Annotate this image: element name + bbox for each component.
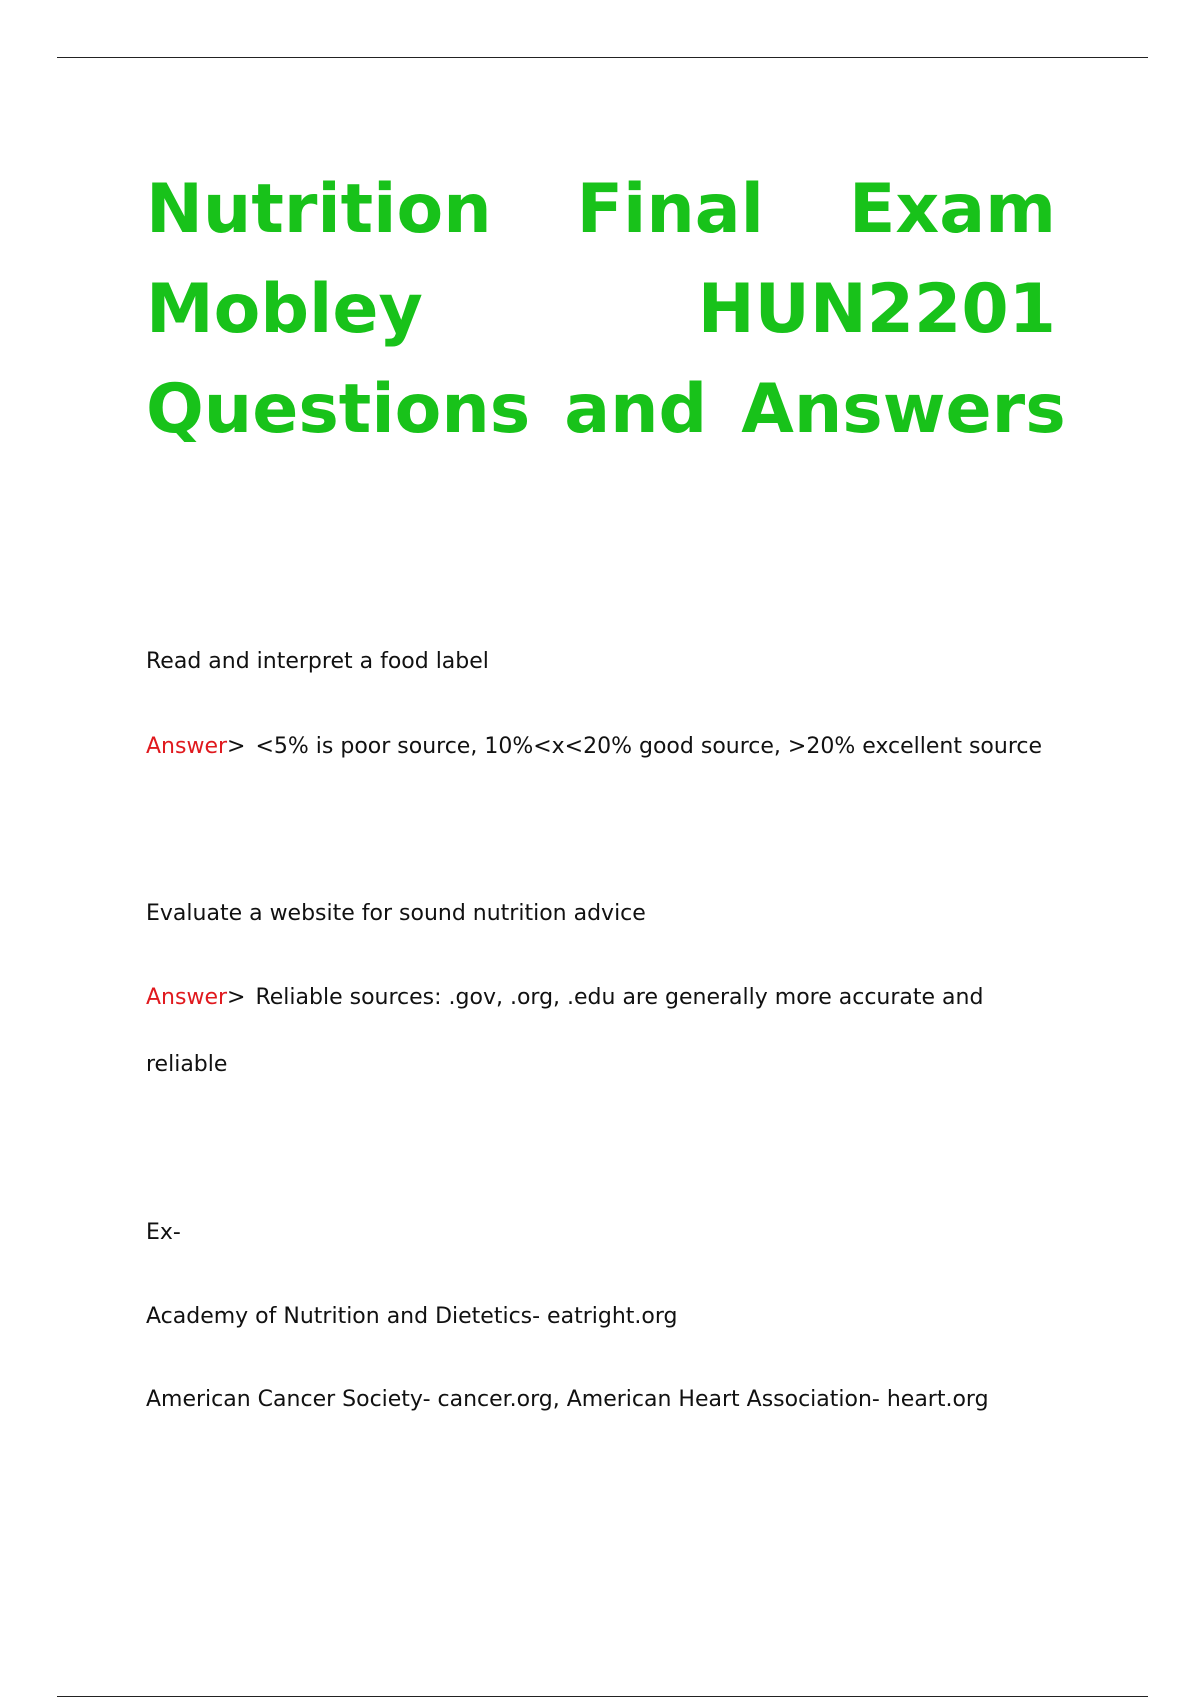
question-food-label: Read and interpret a food label bbox=[146, 649, 489, 674]
title-word: HUN2201 bbox=[697, 270, 1056, 349]
title-word: Mobley bbox=[146, 270, 423, 349]
title-word: Nutrition bbox=[146, 170, 492, 249]
title-line-1 bbox=[146, 160, 1056, 260]
title-line-3 bbox=[146, 360, 1066, 460]
answer-label: Answer bbox=[146, 734, 228, 759]
bottom-divider bbox=[57, 1696, 1148, 1697]
title-word: Exam bbox=[848, 170, 1056, 249]
example-item: American Cancer Society- cancer.org, American Heart Association- heart.org bbox=[146, 1387, 989, 1412]
answer-arrow: > bbox=[227, 985, 246, 1010]
answer-website-evaluation bbox=[146, 983, 983, 1013]
top-divider bbox=[57, 57, 1148, 58]
title-word: Final bbox=[576, 170, 764, 249]
answer-arrow: > bbox=[227, 734, 246, 759]
example-item: Academy of Nutrition and Dietetics- eatright.org bbox=[146, 1304, 678, 1329]
answer-food-label bbox=[146, 732, 1042, 762]
answer-text: Reliable sources: .gov, .org, .edu are generally more accurate and bbox=[255, 985, 984, 1010]
question-website-evaluation: Evaluate a website for sound nutrition advice bbox=[146, 901, 646, 926]
examples-heading: Ex- bbox=[146, 1220, 181, 1245]
title-word: and bbox=[564, 370, 708, 449]
title-word: Answers bbox=[741, 370, 1066, 449]
answer-continuation: reliable bbox=[146, 1052, 228, 1077]
title-line-2 bbox=[146, 260, 1056, 360]
answer-text: <5% is poor source, 10%<x<20% good source, >20% excellent source bbox=[255, 734, 1043, 759]
title-word: Questions bbox=[146, 370, 531, 449]
answer-label: Answer bbox=[146, 985, 228, 1010]
document-title bbox=[146, 160, 1066, 460]
